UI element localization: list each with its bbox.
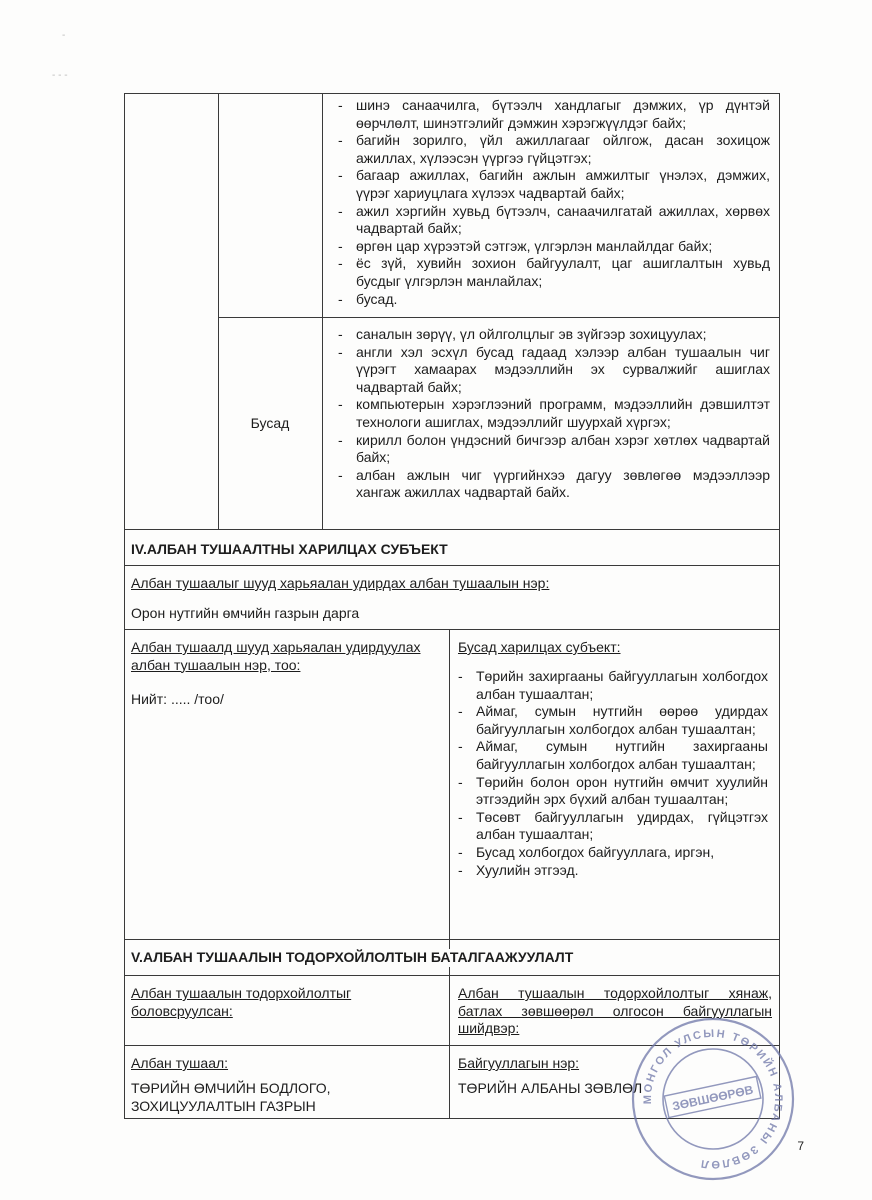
- organization-label: Байгууллагын нэр:: [458, 1055, 580, 1071]
- supervisor-value: Орон нутгийн өмчийн газрын дарга: [131, 605, 360, 621]
- section5-title: V.АЛБАН ТУШААЛЫН ТОДОРХОЙЛОЛТЫН БАТАЛГААЖУУЛАЛТ: [131, 949, 579, 967]
- list-item: - саналын зөрүү, үл ойлголцлыг эв зүйгээр зохицуулах;: [336, 326, 770, 344]
- list-item: - багийн зорилго, үйл ажиллагааг ойлгож, дасан зохицож ажиллах, хүлээсэн үүргээ гүйцэтгэх;: [336, 132, 770, 167]
- subordinates-label: Албан тушаалд шууд харьяалан удирдуулах албан тушаалын нэр, тоо:: [131, 639, 421, 673]
- table-divider: [322, 93, 323, 529]
- other-parties-label: Бусад харилцах субъект:: [458, 639, 621, 655]
- other-label: Бусад: [250, 415, 290, 431]
- list-item: - ёс зүй, хувийн зохион байгуулалт, цаг ашиглалтын хувьд бусдыг үлгэрлэн манлайлах;: [336, 255, 770, 290]
- list-item: - албан ажлын чиг үүргийнхээ дагуу зөвлөгөө мэдээллээр хангаж ажиллах чадвартай байх.: [336, 467, 770, 502]
- prepared-by-label: Албан тушаалын тодорхойлолтыг боловсруулсан:: [131, 985, 352, 1019]
- section4-title: IV.АЛБАН ТУШААЛТНЫ ХАРИЛЦАХ СУБЪЕКТ: [131, 541, 448, 557]
- list-item: - Хуулийн этгээд.: [456, 862, 768, 880]
- list-item: - Төсөвт байгууллагын удирдах, гүйцэтгэх албан тушаалтан;: [456, 809, 768, 844]
- list-item: - Бусад холбогдох байгууллага, иргэн,: [456, 844, 768, 862]
- scan-mark: -: [62, 30, 66, 41]
- other-parties-list: [456, 668, 768, 879]
- table-divider: [124, 975, 780, 976]
- position-value: ТӨРИЙН ӨМЧИЙН БОДЛОГО, ЗОХИЦУУЛАЛТЫН ГАЗРЫН: [131, 1080, 331, 1114]
- approval-decision-label: Албан тушаалын тодорхойлолтыг хянаж, батлах зөвшөөрөл олгосон байгууллагын шийдвэр:: [458, 985, 772, 1037]
- list-item: - бусад.: [336, 291, 770, 309]
- table-divider: [218, 93, 219, 529]
- scan-mark: - - -: [52, 70, 68, 81]
- list-item: - багаар ажиллах, багийн ажлын амжилтыг үнэлэх, дэмжих, үүрэг хариуцлага хүлээх чадвартай байх;: [336, 167, 770, 202]
- official-stamp: [628, 1014, 798, 1184]
- subordinates-value: Нийт: ..... /тоо/: [131, 691, 224, 707]
- list-item: - Аймаг, сумын нутгийн өөрөө удирдах байгууллагын холбогдох албан тушаалтан;: [456, 703, 768, 738]
- competency-list: [336, 97, 770, 308]
- table-divider: [124, 629, 780, 630]
- page-number: 7: [797, 1139, 804, 1153]
- stamp-ring-text: МОНГОЛ УЛСЫН ТӨРИЙН АЛБАНЫ ЗӨВЛӨЛ: [641, 1027, 785, 1171]
- list-item: - өргөн цар хүрээтэй сэтгэж, үлгэрлэн манлайлдаг байх;: [336, 238, 770, 256]
- list-item: - Төрийн захиргааны байгууллагын холбогдох албан тушаалтан;: [456, 668, 768, 703]
- table-divider: [124, 565, 780, 566]
- list-item: - шинэ санаачилга, бүтээлч хандлагыг дэмжих, үр дүнтэй өөрчлөлт, шинэтгэлийг дэмжин хэрэгжүүлдэг байх;: [336, 97, 770, 132]
- other-skills-list: [336, 326, 770, 502]
- list-item: - компьютерын хэрэглээний программ, мэдээллийн дэвшилтэт технологи ашиглах, мэдээллийг шуурхай хүргэх;: [336, 396, 770, 431]
- list-item: - кирилл болон үндэсний бичгээр албан хэрэг хөтлөх чадвартай байх;: [336, 432, 770, 467]
- table-divider: [218, 317, 780, 318]
- organization-value: ТӨРИЙН АЛБАНЫ ЗӨВЛӨЛ: [458, 1080, 643, 1096]
- list-item: - англи хэл эсхүл бусад гадаад хэлээр албан тушаалын чиг үүрэгт хамаарах мэдээллийн эх сурвалжийг ашиглах чадвартай байх;: [336, 344, 770, 397]
- table-divider: [124, 939, 780, 940]
- supervisor-label: Албан тушаалыг шууд харьяалан удирдах албан тушаалын нэр:: [131, 575, 550, 591]
- list-item: - ажил хэргийн хувьд бүтээлч, санаачилгатай ажиллах, хөрвөх чадвартай байх;: [336, 203, 770, 238]
- list-item: - Төрийн болон орон нутгийн өмчит хуулийн этгээдийн эрх бүхий албан тушаалтан;: [456, 774, 768, 809]
- stamp-center-text: ЗӨВШӨӨРӨВ: [671, 1082, 755, 1114]
- table-divider: [124, 529, 780, 530]
- position-label: Албан тушаал:: [131, 1055, 229, 1071]
- list-item: - Аймаг, сумын нутгийн захиргааны байгууллагын холбогдох албан тушаалтан;: [456, 738, 768, 773]
